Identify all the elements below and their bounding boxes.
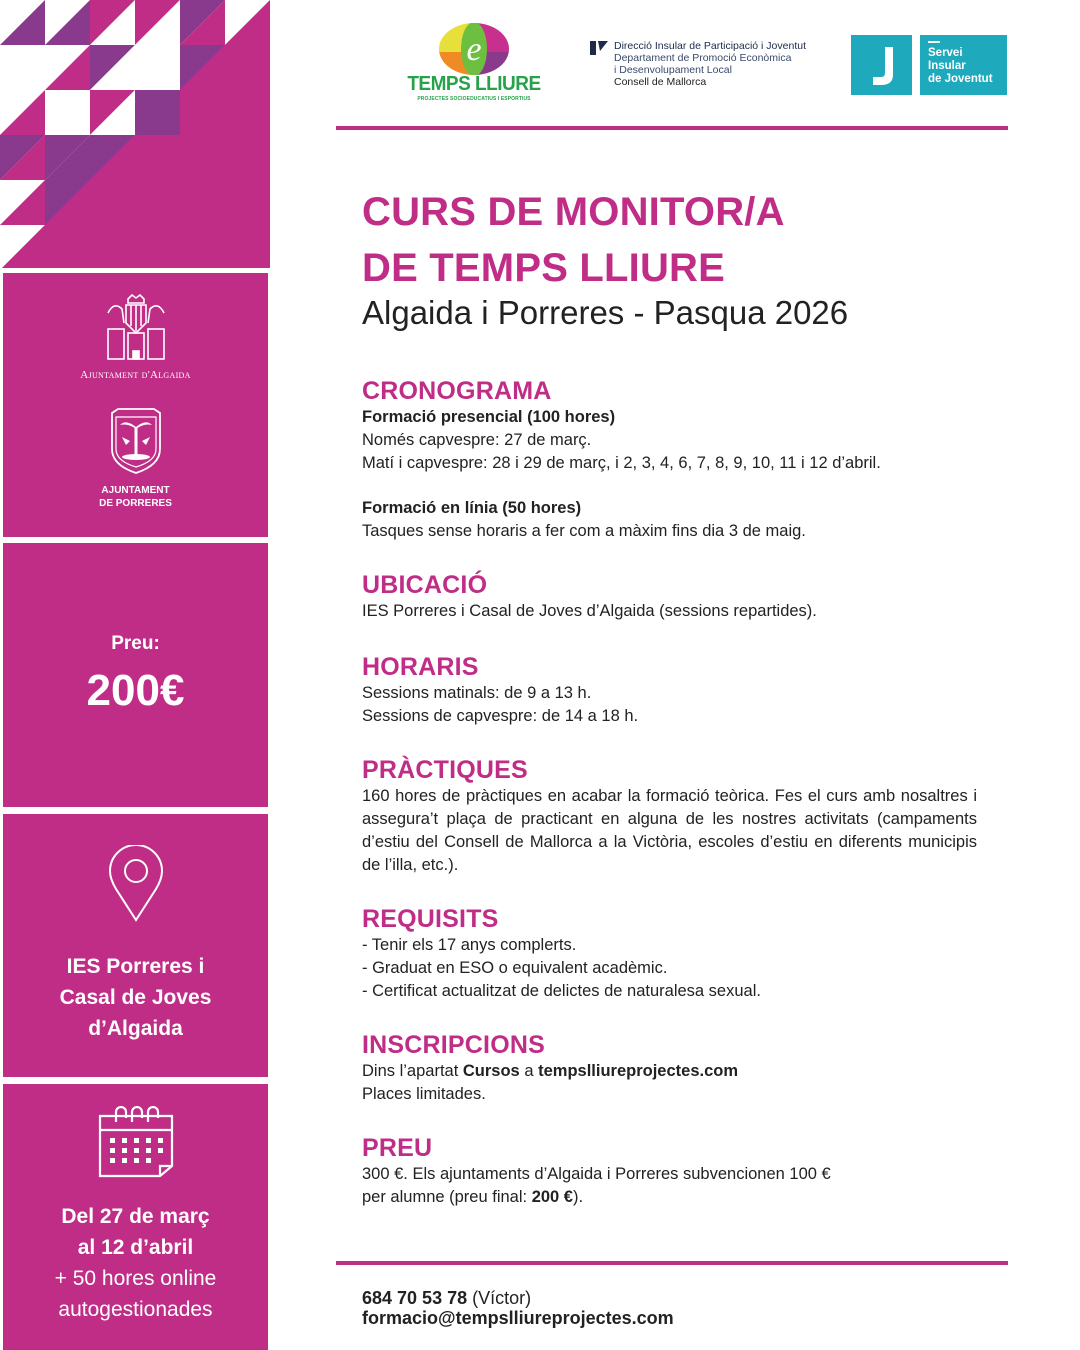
section-preu bbox=[362, 1133, 977, 1209]
section-requisits bbox=[362, 904, 977, 1003]
online-hours bbox=[3, 1263, 268, 1325]
presencial-title: Formació presencial (100 hores) bbox=[362, 408, 616, 426]
price-value: 200€ bbox=[86, 666, 185, 715]
temps-lliure-logo bbox=[405, 22, 543, 106]
section-heading: PRÀCTIQUES bbox=[362, 756, 528, 784]
page-title bbox=[362, 184, 785, 296]
title-line1: CURS DE MONITOR/A bbox=[362, 190, 785, 234]
presencial-line: Matí i capvespre: 28 i 29 de març, i 2, 3, 4, 6, 7, 8, 9, 10, 11 i 12 d’abril. bbox=[362, 454, 881, 472]
calendar-day-dot bbox=[158, 1138, 163, 1143]
section-heading: CRONOGRAMA bbox=[362, 377, 552, 405]
section-heading: REQUISITS bbox=[362, 905, 499, 933]
porreres-label bbox=[3, 484, 268, 510]
requisit-item: - Certificat actualitzat de delictes de naturalesa sexual. bbox=[362, 982, 761, 1000]
inscripcions-prefix: Dins l’apartat bbox=[362, 1062, 463, 1080]
requisit-item: - Graduat en ESO o equivalent acadèmic. bbox=[362, 959, 668, 977]
online-hours-line: autogestionades bbox=[58, 1298, 213, 1321]
sij-line2: Insular bbox=[928, 60, 966, 72]
inscripcions-line bbox=[362, 1060, 977, 1083]
online-hours-line: + 50 hores online bbox=[54, 1267, 217, 1290]
section-inscripcions bbox=[362, 1030, 977, 1106]
calendar-day-dot bbox=[110, 1138, 115, 1143]
preu-prefix: per alumne (preu final: bbox=[362, 1188, 532, 1206]
map-pin-icon bbox=[108, 845, 164, 923]
temps-lliure-tagline: PROJECTES SOCIOEDUCATIUS I ESPORTIUS bbox=[417, 96, 531, 102]
calendar-day-dot bbox=[122, 1138, 127, 1143]
date-range-line: Del 27 de març bbox=[61, 1205, 210, 1228]
section-heading: UBICACIÓ bbox=[362, 571, 488, 599]
algaida-coat-of-arms-icon bbox=[104, 293, 168, 365]
contact-name: (Víctor) bbox=[467, 1288, 532, 1308]
calendar-day-dot bbox=[146, 1148, 151, 1153]
title-line2: DE TEMPS LLIURE bbox=[362, 246, 726, 290]
consell-line3: i Desenvolupament Local bbox=[614, 64, 732, 76]
calendar-day-dot bbox=[110, 1148, 115, 1153]
consell-line4: Consell de Mallorca bbox=[614, 76, 707, 88]
inscripcions-section: Cursos bbox=[462, 1062, 520, 1080]
website-link[interactable]: tempslliureprojectes.com bbox=[538, 1062, 739, 1080]
section-heading: INSCRIPCIONS bbox=[362, 1031, 545, 1059]
dates-block bbox=[3, 1084, 268, 1350]
sij-line3: de Joventut bbox=[928, 73, 993, 85]
svg-text:e: e bbox=[466, 31, 482, 68]
calendar-day-dot bbox=[146, 1138, 151, 1143]
calendar-day-dot bbox=[146, 1158, 151, 1163]
online-line: Tasques sense horaris a fer com a màxim fins dia 3 de maig. bbox=[362, 522, 806, 540]
calendar-day-dot bbox=[158, 1148, 163, 1153]
sij-dash bbox=[928, 41, 940, 43]
inscripcions-middle: a bbox=[519, 1062, 539, 1080]
servei-insular-joventut-logo bbox=[920, 35, 1007, 95]
consell-mark-icon bbox=[590, 41, 608, 55]
inscripcions-note: Places limitades. bbox=[362, 1085, 486, 1103]
location-line: IES Porreres i bbox=[66, 955, 205, 978]
j-letter-icon bbox=[851, 35, 912, 95]
calendar-day-dot bbox=[122, 1148, 127, 1153]
horaris-line: Sessions de capvespre: de 14 a 18 h. bbox=[362, 707, 639, 725]
page-subtitle: Algaida i Porreres - Pasqua 2026 bbox=[362, 294, 849, 331]
price-label: Preu: bbox=[111, 633, 160, 654]
consell-line1: Direcció Insular de Participació i Joventut bbox=[614, 40, 807, 52]
calendar-day-dot bbox=[134, 1158, 139, 1163]
calendar-day-dot bbox=[134, 1138, 139, 1143]
porreres-label-line1: AJUNTAMENT bbox=[101, 485, 170, 496]
section-heading: PREU bbox=[362, 1134, 433, 1162]
contact-phone[interactable]: 684 70 53 78 bbox=[362, 1288, 468, 1308]
section-ubicacio bbox=[362, 570, 977, 623]
footer-divider bbox=[336, 1261, 1008, 1265]
porreres-coat-of-arms-icon bbox=[106, 407, 166, 475]
section-practiques bbox=[362, 755, 977, 877]
location-line: Casal de Joves bbox=[59, 986, 212, 1009]
calendar-day-dot bbox=[122, 1158, 127, 1163]
servei-insular-joventut-mark bbox=[851, 35, 912, 95]
section-horaris bbox=[362, 652, 977, 728]
online-title: Formació en línia (50 hores) bbox=[362, 499, 582, 517]
header-divider bbox=[336, 126, 1008, 130]
calendar-icon bbox=[96, 1106, 176, 1178]
algaida-label: Ajuntament d'Algaida bbox=[80, 369, 191, 381]
preu-suffix: ). bbox=[572, 1188, 584, 1206]
decorative-triangle-pattern bbox=[0, 0, 270, 268]
location-line: d’Algaida bbox=[88, 1017, 183, 1040]
temps-lliure-wordmark: TEMPS LLIURE bbox=[407, 73, 541, 96]
porreres-label-line2: DE PORRERES bbox=[99, 498, 172, 509]
consell-line2: Departament de Promoció Econòmica bbox=[614, 52, 792, 64]
contact-email[interactable]: formacio@tempslliureprojectes.com bbox=[362, 1308, 674, 1328]
section-cronograma bbox=[362, 376, 977, 543]
temps-lliure-emblem-icon bbox=[405, 22, 543, 76]
section-heading: HORARIS bbox=[362, 653, 479, 681]
practiques-text: 160 hores de pràctiques en acabar la formació teòrica. Fes el curs amb nosaltres i assegura’t plaça de practicant en alguna de les nostres activitats (campaments d’estiu del Consell de Mallorca a la Victòria, escoles d’estiu en diferents municipis de l’illa, etc.). bbox=[362, 787, 977, 874]
price-block bbox=[3, 543, 268, 807]
preu-line bbox=[362, 1186, 977, 1209]
contact-info bbox=[362, 1288, 674, 1328]
presencial-line: Només capvespre: 27 de març. bbox=[362, 431, 592, 449]
horaris-line: Sessions matinals: de 9 a 13 h. bbox=[362, 684, 592, 702]
calendar-day-dot bbox=[134, 1148, 139, 1153]
municipality-logos-block bbox=[3, 273, 268, 537]
date-range-line: al 12 d’abril bbox=[77, 1236, 194, 1259]
calendar-day-dot bbox=[110, 1158, 115, 1163]
sij-line1: Servei bbox=[928, 47, 963, 59]
location-block bbox=[3, 814, 268, 1077]
preu-line: 300 €. Els ajuntaments d’Algaida i Porreres subvencionen 100 € bbox=[362, 1165, 831, 1183]
date-range bbox=[3, 1201, 268, 1263]
location-text bbox=[3, 951, 268, 1044]
final-price: 200 € bbox=[531, 1188, 573, 1206]
requisit-item: - Tenir els 17 anys complerts. bbox=[362, 936, 577, 954]
ubicacio-text: IES Porreres i Casal de Joves d’Algaida (sessions repartides). bbox=[362, 602, 817, 620]
